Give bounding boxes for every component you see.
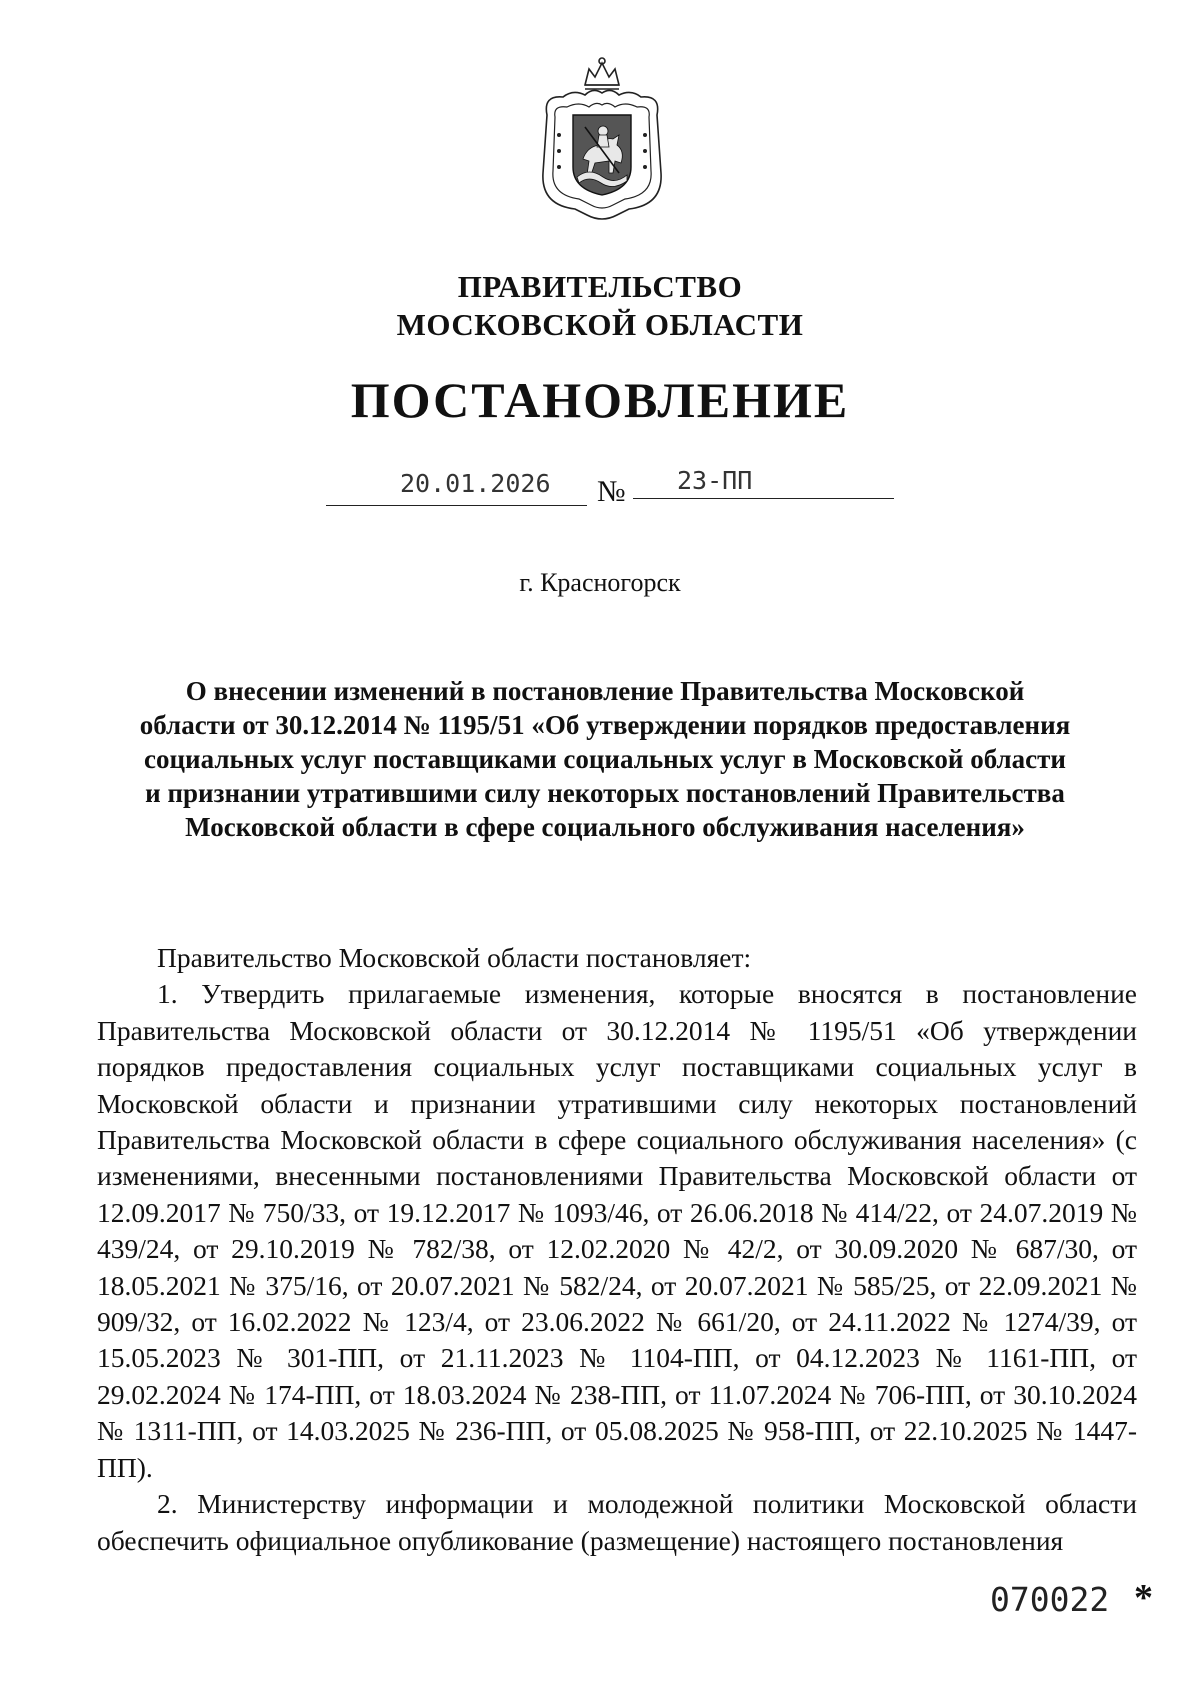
city: г. Красногорск — [519, 568, 681, 597]
preamble: Правительство Московской области постановляет: — [157, 942, 752, 973]
number-underline — [633, 498, 894, 499]
document-type: ПОСТАНОВЛЕНИЕ — [350, 372, 850, 428]
paragraph-1: 1. Утвердить прилагаемые изменения, которые вносятся в постановление Правительства Московской области от 30.12.2014 № 1195/51 «Об утверждении порядков предоставления социальных услуг поставщиками социальных услуг в Московской области и признании утратившими силу некоторых постановлений Правительства Московской области в сфере социального обслуживания населения» (с изменениями, внесенными постановлениями Правительства Московской области от 12.09.2017 № 750/33, от 19.12.2017 № 1093/46, от 26.06.2018 № 414/22, от 24.07.2019 № 439/24, от 29.10.2019 № 782/38, от 12.02.2020 № 42/2, от 30.09.2020 № 687/30, от 18.05.2021 № 375/16, от 20.07.2021 № 582/24, от 20.07.2021 № 585/25, от 22.09.2021 № 909/32, от 16.02.2022 № 123/4, от 23.06.2022 № 661/20, от 24.11.2022 № 1274/39, от 15.05.2023 № 301-ПП, от 21.11.2023 № 1104-ПП, от 04.12.2023 № 1161-ПП, от 29.02.2024 № 174-ПП, от 18.03.2024 № 238-ПП, от 11.07.2024 № 706-ПП, от 30.10.2024 № 1311-ПП, от 14.03.2025 № 236-ПП, от 05.08.2025 № 958-ПП, от 22.10.2025 № 1447-ПП). — [97, 978, 1137, 1483]
number-sign: № — [597, 475, 626, 508]
organization-name-line1: ПРАВИТЕЛЬСТВО — [457, 269, 743, 304]
date-underline — [326, 505, 587, 506]
document-code: 070022 — [990, 1580, 1110, 1619]
title-line: и признании утратившими силу некоторых постановлений Правительства — [145, 778, 1065, 808]
title-line: социальных услуг поставщиками социальных услуг в Московской области — [144, 744, 1066, 774]
paragraph-2: 2. Министерству информации и молодежной политики Московской области обеспечить официальное опубликование (размещение) настоящего постановления — [97, 1488, 1137, 1556]
organization-name-line2: МОСКОВСКОЙ ОБЛАСТИ — [396, 307, 804, 342]
document-body — [97, 940, 1137, 1559]
document-title — [115, 674, 1095, 844]
title-line: О внесении изменений в постановление Правительства Московской — [185, 676, 1025, 706]
title-line: Московской области в сфере социального обслуживания населения» — [185, 812, 1025, 842]
document-date: 20.01.2026 — [400, 469, 551, 498]
document-number: 23-ПП — [677, 466, 753, 495]
coat-of-arms-icon — [533, 55, 671, 223]
asterisk-mark: * — [1134, 1577, 1153, 1619]
title-line: области от 30.12.2014 № 1195/51 «Об утверждении порядков предоставления — [139, 710, 1071, 740]
